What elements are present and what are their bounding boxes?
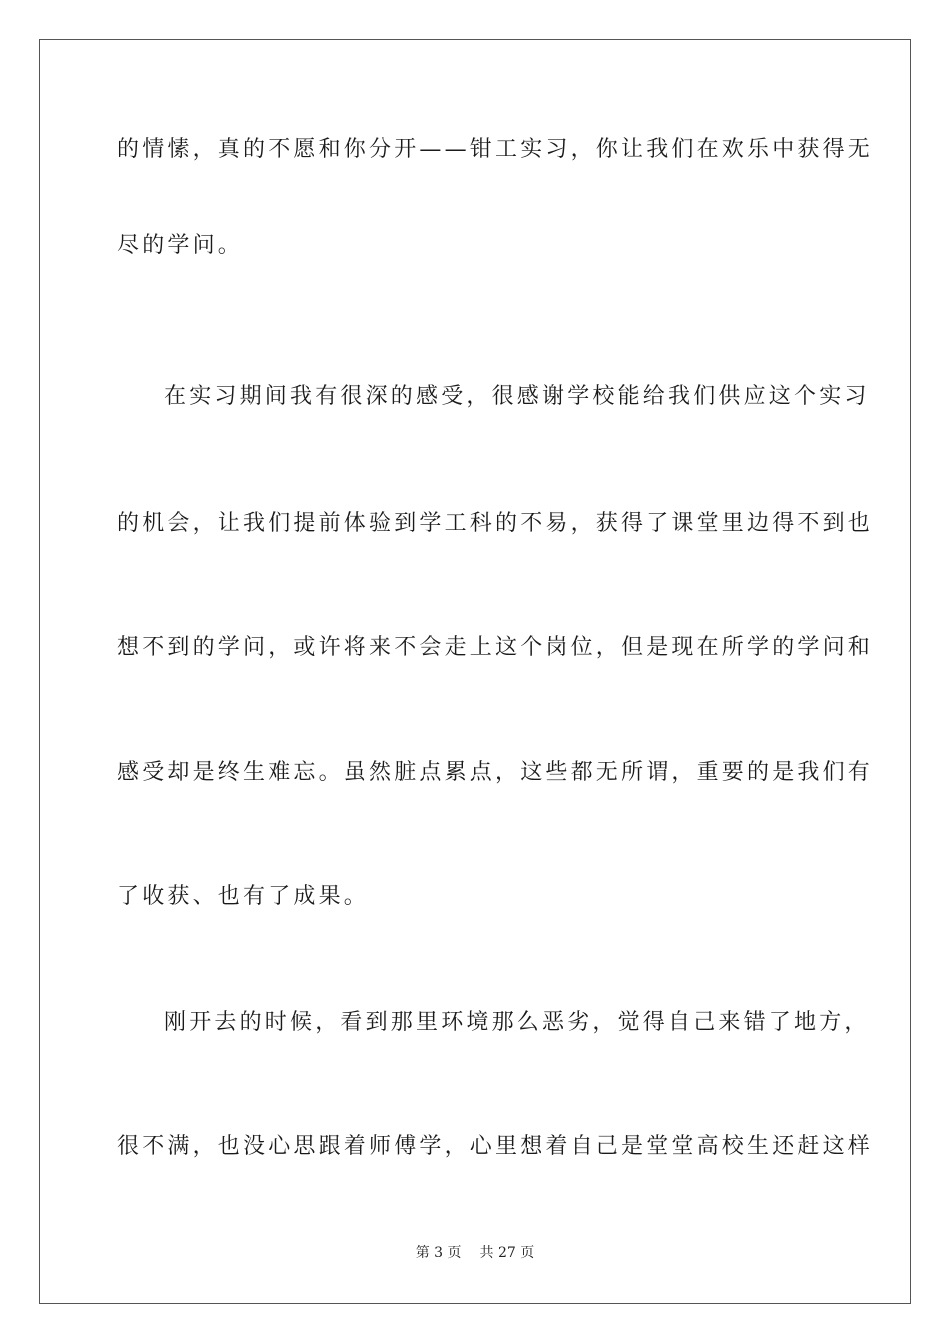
text-line-9: 很不满，也没心思跟着师傅学，心里想着自己是堂堂高校生还赶这样 — [117, 1134, 874, 1159]
text-line-5: 想不到的学问，或许将来不会走上这个岗位，但是现在所学的学问和 — [117, 635, 874, 660]
total-pages: 共 27 页 — [479, 1245, 535, 1261]
text-line-2: 尽的学问。 — [117, 233, 244, 258]
text-line-3: 在实习期间我有很深的感受，很感谢学校能给我们供应这个实习 — [164, 384, 870, 409]
page-number: 第 3 页 — [415, 1245, 462, 1261]
page-frame — [39, 39, 911, 1304]
text-line-8: 刚开去的时候，看到那里环境那么恶劣，觉得自己来错了地方， — [164, 1010, 870, 1035]
text-line-1: 的情愫，真的不愿和你分开——钳工实习，你让我们在欢乐中获得无 — [117, 137, 874, 162]
text-line-6: 感受却是终生难忘。虽然脏点累点，这些都无所谓，重要的是我们有 — [117, 760, 874, 785]
page-footer — [0, 1243, 950, 1263]
text-line-7: 了收获、也有了成果。 — [117, 884, 370, 909]
text-line-4: 的机会，让我们提前体验到学工科的不易，获得了课堂里边得不到也 — [117, 511, 874, 536]
